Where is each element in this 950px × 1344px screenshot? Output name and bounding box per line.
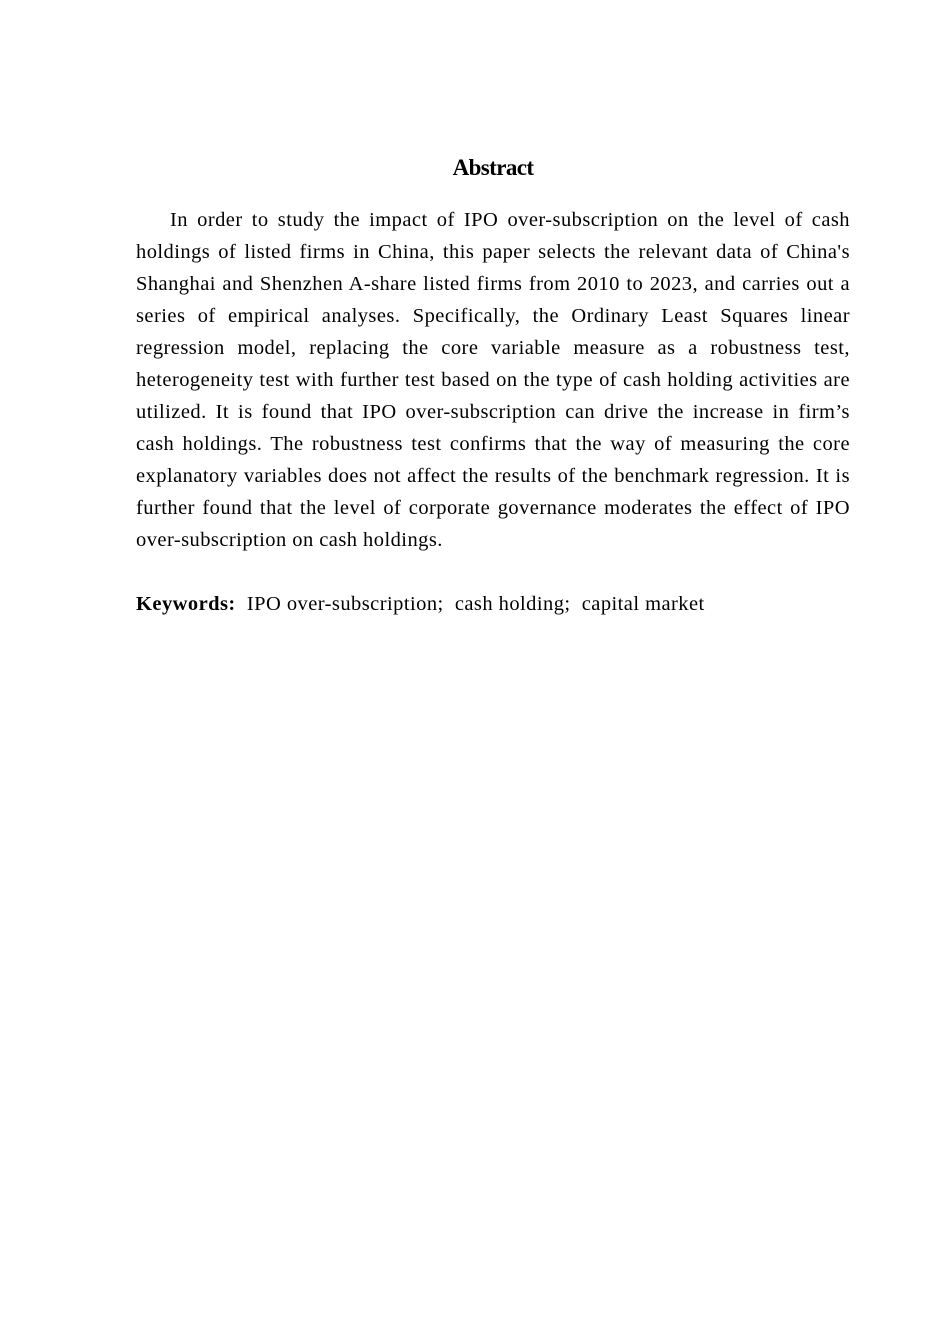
keywords-list: IPO over-subscription; cash holding; capital market bbox=[235, 593, 705, 615]
keywords-line bbox=[136, 588, 850, 620]
abstract-paragraph: In order to study the impact of IPO over-subscription on the level of cash holdings of listed firms in China, this paper selects the relevant data of China's Shanghai and Shenzhen A-share listed firms from 2010 to 2023, and carries out a series of empirical analyses. Specifically, the Ordinary Least Squares linear regression model, replacing the core variable measure as a robustness test, heterogeneity test with further test based on the type of cash holding activities are utilized. It is found that IPO over-subscription can drive the increase in firm’s cash holdings. The robustness test confirms that the way of measuring the core explanatory variables does not affect the results of the benchmark regression. It is further found that the level of corporate governance moderates the effect of IPO over-subscription on cash holdings. bbox=[136, 209, 850, 551]
abstract-heading: Abstract bbox=[452, 155, 534, 180]
abstract-section bbox=[136, 150, 850, 620]
keywords-label: Keywords: bbox=[136, 593, 236, 615]
